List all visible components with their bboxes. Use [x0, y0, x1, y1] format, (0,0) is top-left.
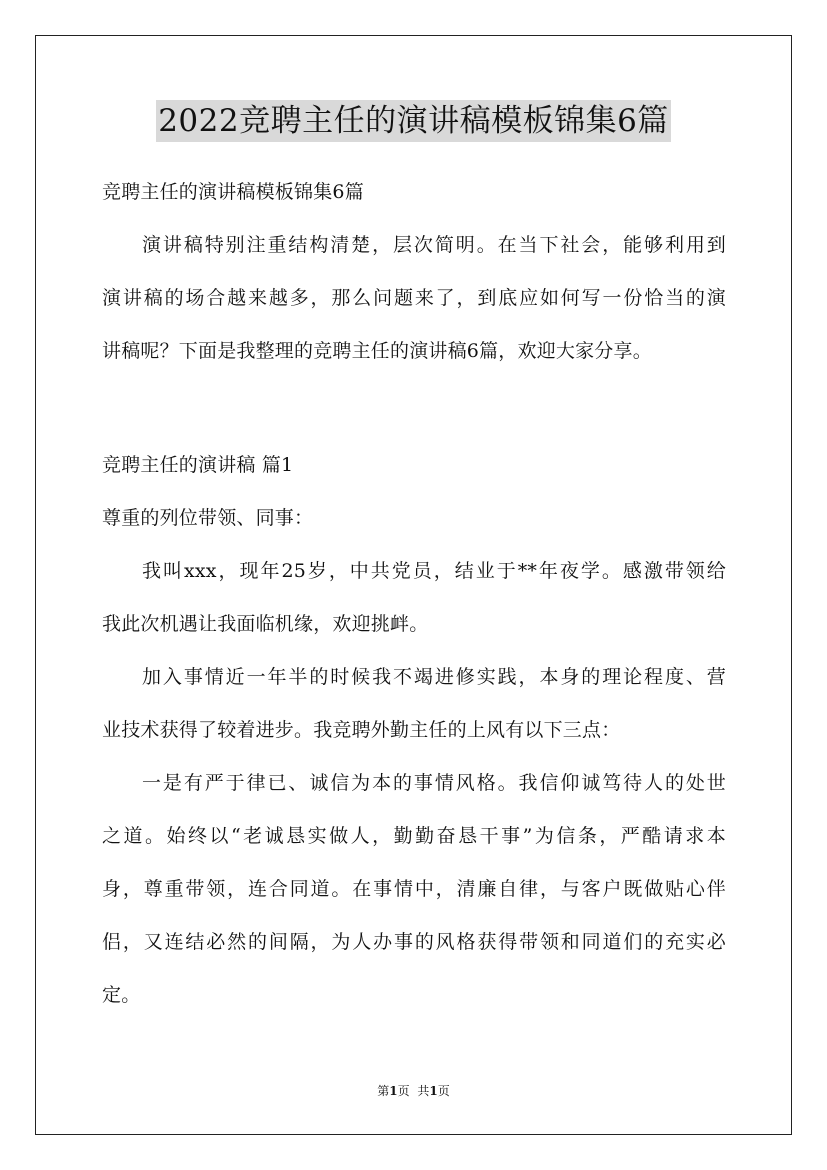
- page-number: 1: [389, 1084, 398, 1098]
- page-prefix: 第: [377, 1084, 390, 1098]
- paragraph-2: [102, 662, 726, 745]
- total-prefix: 共: [417, 1084, 430, 1098]
- paragraph-line: 一是有严于律已、诚信为本的事情风格。我信仰诚笃待人的处世: [142, 772, 726, 794]
- paragraph-line: 我叫xxx，现年25岁，中共党员，结业于**年夜学。感激带领给: [142, 560, 726, 582]
- total-pages: 1: [429, 1084, 438, 1098]
- paragraph-line: 定。: [102, 984, 141, 1006]
- intro-line: 演讲稿特别注重结构清楚，层次简明。在当下社会，能够利用到: [142, 234, 726, 256]
- paragraph-line: 之道。始终以“老诚恳实做人，勤勤奋恳干事”为信条，严酷请求本: [102, 825, 726, 847]
- page-mid: 页: [397, 1084, 410, 1098]
- document-subtitle: 竞聘主任的演讲稿模板锦集6篇: [102, 181, 364, 203]
- paragraph-line: 加入事情近一年半的时候我不竭进修实践，本身的理论程度、营: [142, 666, 726, 688]
- intro-line: 讲稿呢？下面是我整理的竞聘主任的演讲稿6篇，欢迎大家分享。: [102, 340, 652, 362]
- paragraph-1: [102, 556, 726, 639]
- paragraph-line: 身，尊重带领，连合同道。在事情中，清廉自律，与客户既做贴心伴: [102, 878, 726, 900]
- paragraph-3: [102, 768, 726, 1010]
- intro-paragraph: [102, 230, 726, 366]
- intro-line: 演讲稿的场合越来越多，那么问题来了，到底应如何写一份恰当的演: [102, 287, 726, 309]
- title-container: [0, 100, 827, 142]
- document-title: 2022竞聘主任的演讲稿模板锦集6篇: [156, 100, 671, 142]
- paragraph-line: 侣，又连结必然的间隔，为人办事的风格获得带领和同道们的充实必: [102, 931, 726, 953]
- paragraph-line: 业技术获得了较着进步。我竞聘外勤主任的上风有以下三点：: [102, 719, 621, 741]
- document-body: [102, 177, 726, 1010]
- salutation: 尊重的列位带领、同事：: [102, 507, 314, 529]
- paragraph-line: 我此次机遇让我面临机缘，欢迎挑衅。: [102, 613, 429, 635]
- page-footer: [0, 1083, 827, 1099]
- total-suffix: 页: [437, 1084, 450, 1098]
- section-heading: 竞聘主任的演讲稿 篇1: [102, 454, 294, 476]
